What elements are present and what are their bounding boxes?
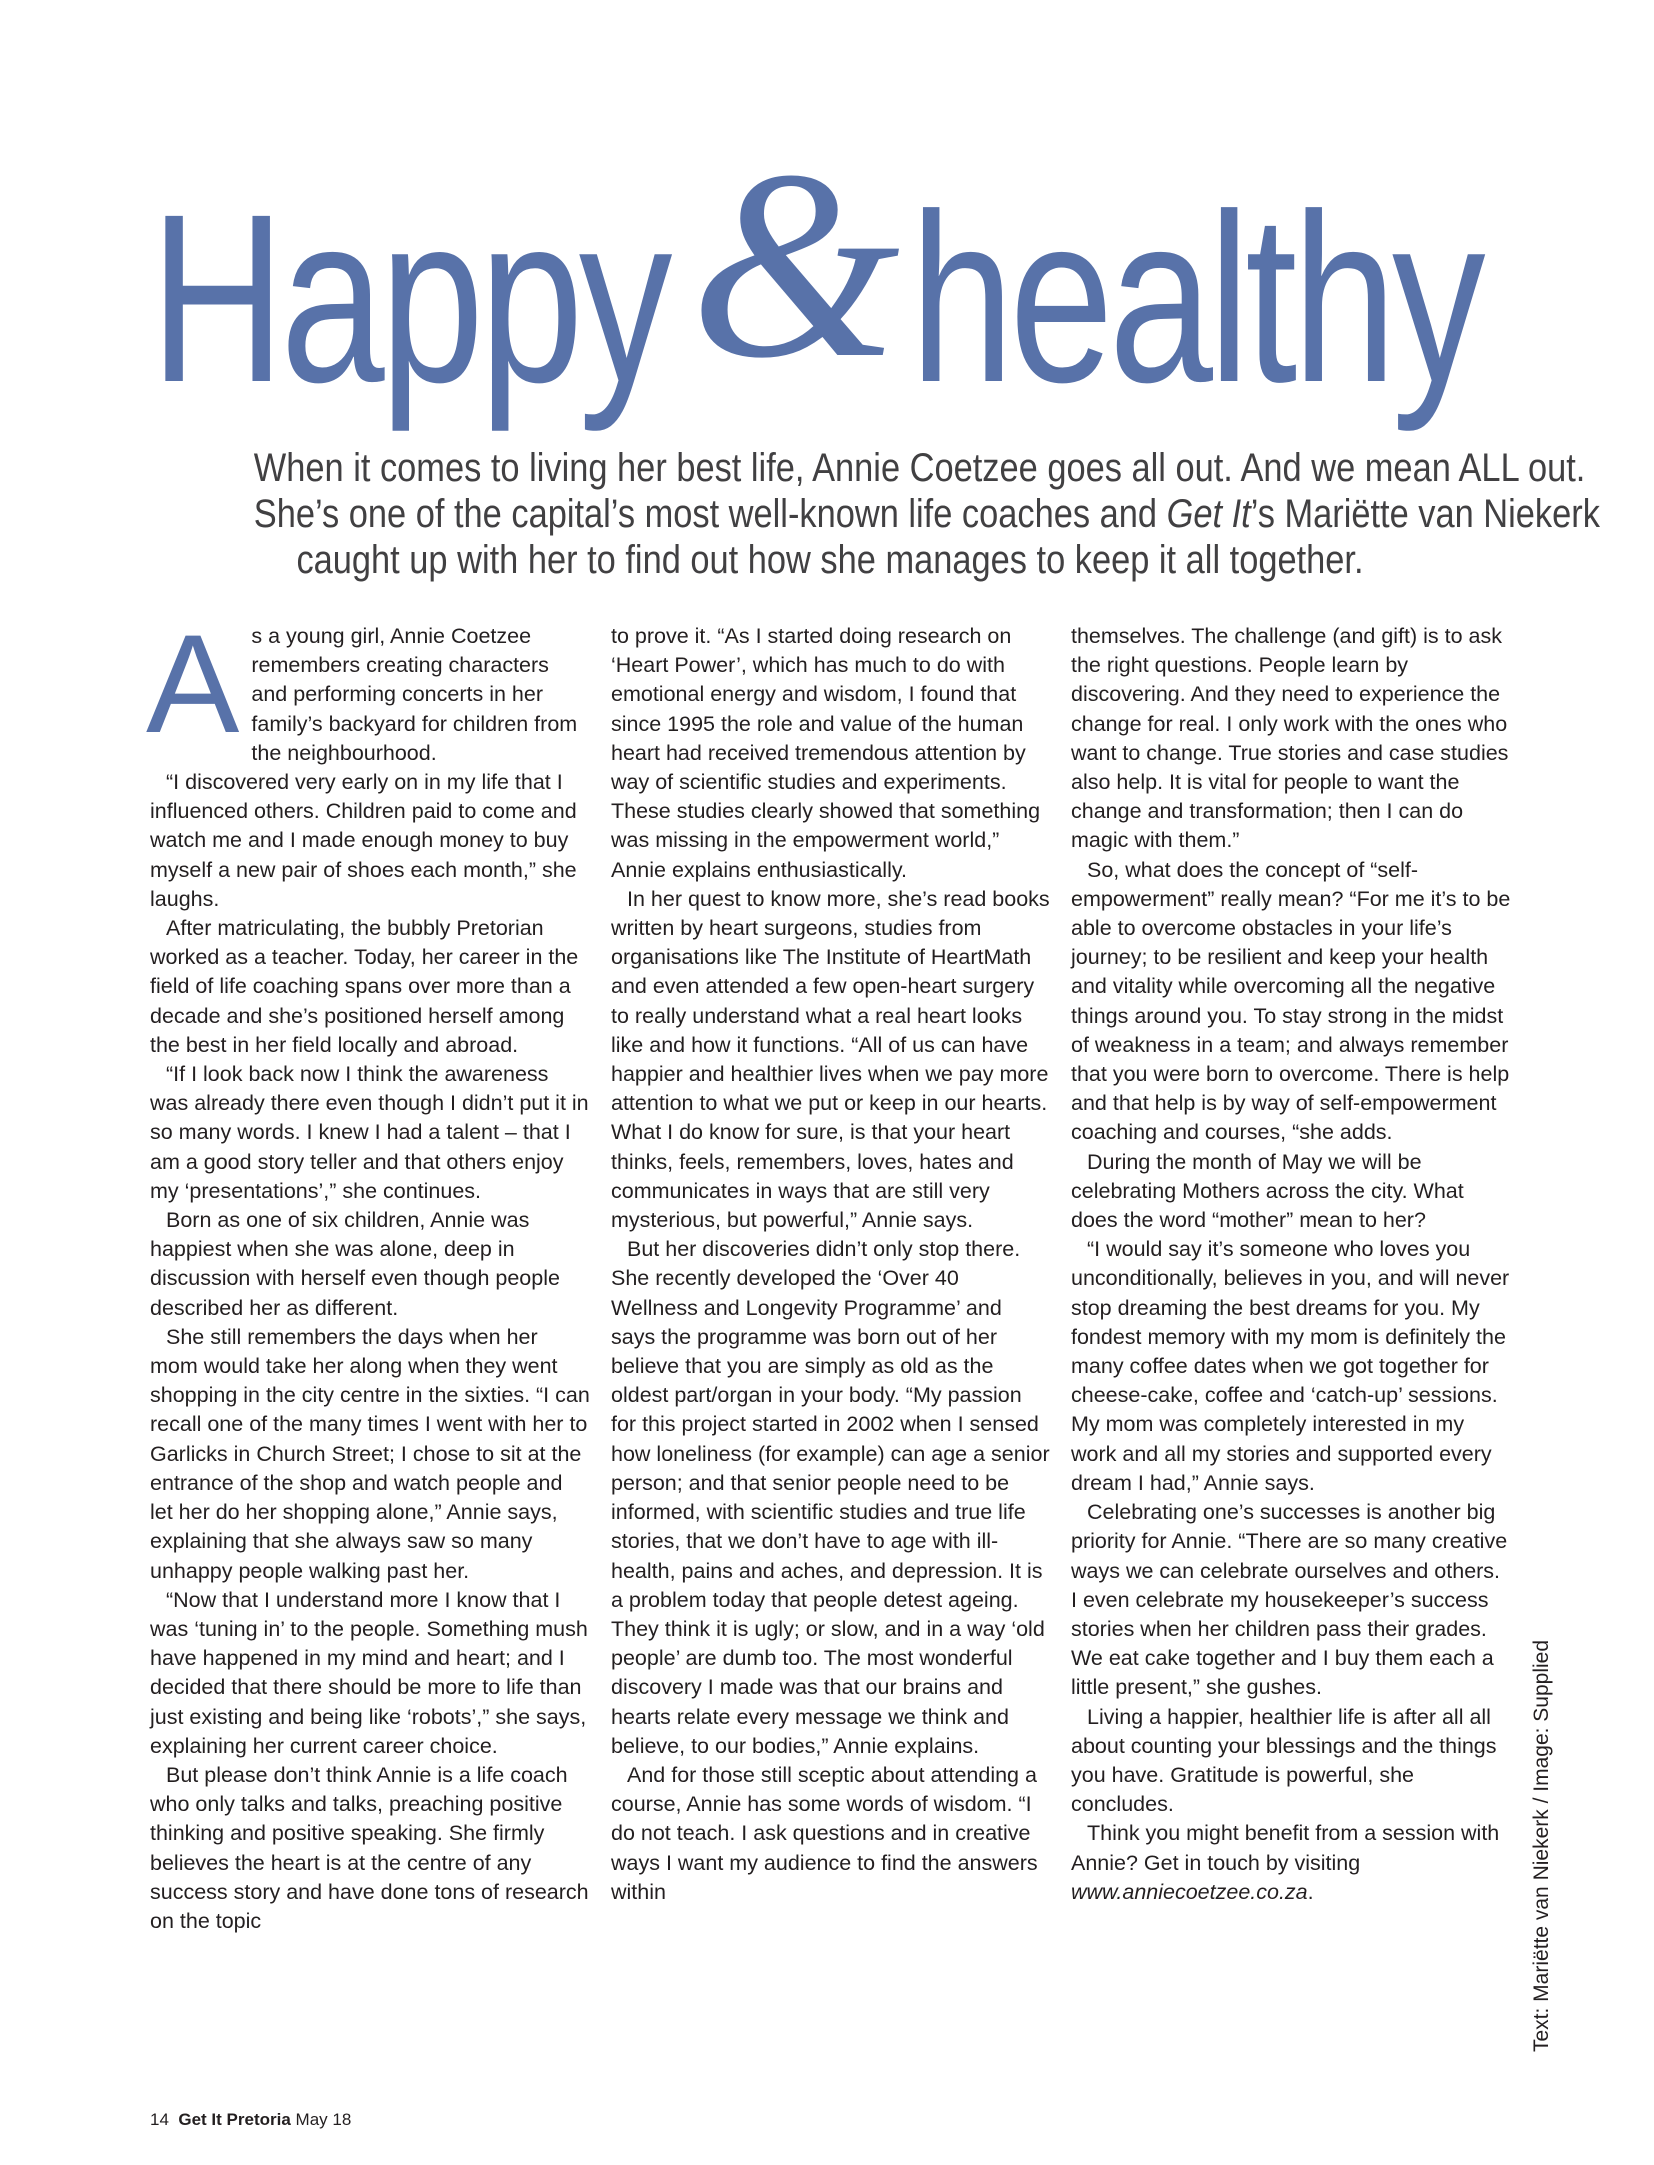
paragraph: Living a happier, healthier life is after all all about counting your blessings and the things you have. Gratitude is powerful, she concludes. [1071,1704,1497,1817]
standfirst-line-2-end: ’s Mariëtte van Niekerk [1250,492,1600,536]
publication-name: Get It Pretoria [178,2110,291,2129]
photo-credit: Text: Mariëtte van Niekerk / Image: Supplied [1530,1639,1553,2052]
article-column-3 [1071,622,1511,1907]
paragraph: “I discovered very early on in my life that I influenced others. Children paid to come and watch me and I made enough money to buy myself a new pair of shoes each month,” she laughs. [150,770,577,911]
headline-word-happy: Happy [150,164,668,432]
page-number: 14 [150,2110,169,2129]
standfirst-line-2 [253,491,1600,537]
standfirst-line-3: caught up with her to find out how she manages to keep it all together. [296,538,1364,582]
paragraph: In her quest to know more, she’s read books written by heart surgeons, studies from organisations like The Institute of HeartMath and even attended a few open-heart surgery to really understand what a real heart looks like and how it functions. “All of us can have happier and healthier lives when we pay more attention to what we put or keep in our hearts. What I do know for sure, is that your heart thinks, feels, remembers, loves, hates and communicates in ways that are still very mysterious, but powerful,” Annie says. [611,886,1050,1233]
paragraph: themselves. The challenge (and gift) is to ask the right questions. People learn by discovering. And they need to experience the change for real. I only work with the ones who want to change. True stories and case studies also help. It is vital for people to want the change and transformation; then I can do magic with them.” [1071,624,1509,853]
standfirst-line-1: When it comes to living her best life, Annie Coetzee goes all out. And we mean ALL out. [253,446,1586,490]
page-footer [150,2110,351,2130]
standfirst-publication-name: Get It [1166,492,1251,536]
standfirst-line-2-start: She’s one of the capital’s most well-known life coaches and [253,492,1167,536]
paragraph: to prove it. “As I started doing research on ‘Heart Power’, which has much to do with emotional energy and wisdom, I found that since 1995 the role and value of the human heart had received tremendous attention by way of scientific studies and experiments. These studies clearly showed that something was missing in the empowerment world,” Annie explains enthusiastically. [611,624,1041,882]
paragraph: So, what does the concept of “self-empowerment” really mean? “For me it’s to be able to overcome obstacles in your life’s journey; to be resilient and keep your health and vitality while overcoming all the negative things around you. To stay strong in the midst of weakness in a team; and always remember that you were born to overcome. There is help and that help is by way of self-empowerment coaching and courses, “she adds. [1071,857,1511,1145]
paragraph: “If I look back now I think the awareness was already there even though I didn’t put it in so many words. I knew I had a talent – that I am a good story teller and that others enjoy my ‘presentations’,” she continues. [150,1062,589,1203]
closing-paragraph [1071,1819,1511,1907]
issue-date: May 18 [295,2110,352,2129]
paragraph: Celebrating one’s successes is another big priority for Annie. “There are so many creative ways we can celebrate ourselves and others. I even celebrate my housekeeper’s success stories when her children pass their grades. We eat cake together and I buy them each a little present,” she gushes. [1071,1500,1508,1700]
closing-text: Think you might benefit from a session with Annie? Get in touch by visiting [1071,1821,1500,1875]
paragraph: During the month of May we will be celebrating Mothers across the city. What does the word “mother” mean to her? [1071,1149,1464,1233]
website-link[interactable]: www.anniecoetzee.co.za [1071,1879,1308,1904]
closing-period: . [1307,1879,1314,1904]
paragraph: But her discoveries didn’t only stop there. She recently developed the ‘Over 40 Wellness and Longevity Programme’ and says the programme was born out of her believe that you are simply as old as the oldest part/organ in your body. “My passion for this project started in 2002 when I sensed how loneliness (for example) can age a senior person; and that senior people need to be informed, with scientific studies and true life stories, that we don’t have to age with ill-health, pains and aches, and depression. It is a problem today that people detest ageing. They think it is ugly; or slow, and in a way ‘old people’ are dumb too. The most wonderful discovery I made was that our brains and hearts relate every message we think and believe, to our bodies,” Annie explains. [611,1237,1050,1758]
paragraph: And for those still sceptic about attending a course, Annie has some words of wisdom. “I do not teach. I ask questions and in creative ways I want my audience to find the answers within [611,1762,1038,1904]
drop-cap: A [146,605,240,762]
paragraph: But please don’t think Annie is a life coach who only talks and talks, preaching positive thinking and positive speaking. She firmly believes the heart is at the centre of any success story and have done tons of research on the topic [150,1762,589,1933]
article-column-1 [146,605,590,1936]
paragraph: “Now that I understand more I know that I was ‘tuning in’ to the people. Something mush have happened in my mind and heart; and I decided that there should be more to life than just existing and being like ‘robots’,” she says, explaining her current career choice. [150,1587,588,1758]
paragraph: “I would say it’s someone who loves you unconditionally, believes in you, and will never stop dreaming the best dreams for you. My fondest memory with my mom is definitely the many coffee dates when we got together for cheese-cake, coffee and ‘catch-up’ sessions. My mom was completely interested in my work and all my stories and supported every dream I had,” Annie says. [1071,1237,1510,1495]
standfirst [160,445,1600,583]
article-column-2 [611,622,1051,1907]
paragraph: Born as one of six children, Annie was happiest when she was alone, deep in discussion with herself even though people described her as different. [150,1208,560,1320]
headline-word-healthy: healthy [910,164,1481,432]
headline [150,115,1510,440]
paragraph: s a young girl, Annie Coetzee remembers creating characters and performing concerts in her family’s backyard for children from the neighbourhood. [251,624,578,765]
paragraph: She still remembers the days when her mom would take her along when they went shopping in the city centre in the sixties. “I can recall one of the many times I went with her to Garlicks in Church Street; I chose to sit at the entrance of the shop and watch people and let her do her shopping alone,” Annie says, explaining that she always saw so many unhappy people walking past her. [150,1324,590,1583]
paragraph: After matriculating, the bubbly Pretorian worked as a teacher. Today, her career in the field of life coaching spans over more than a decade and she’s positioned herself among the best in her field locally and abroad. [150,916,579,1057]
headline-ampersand: & [690,115,901,414]
